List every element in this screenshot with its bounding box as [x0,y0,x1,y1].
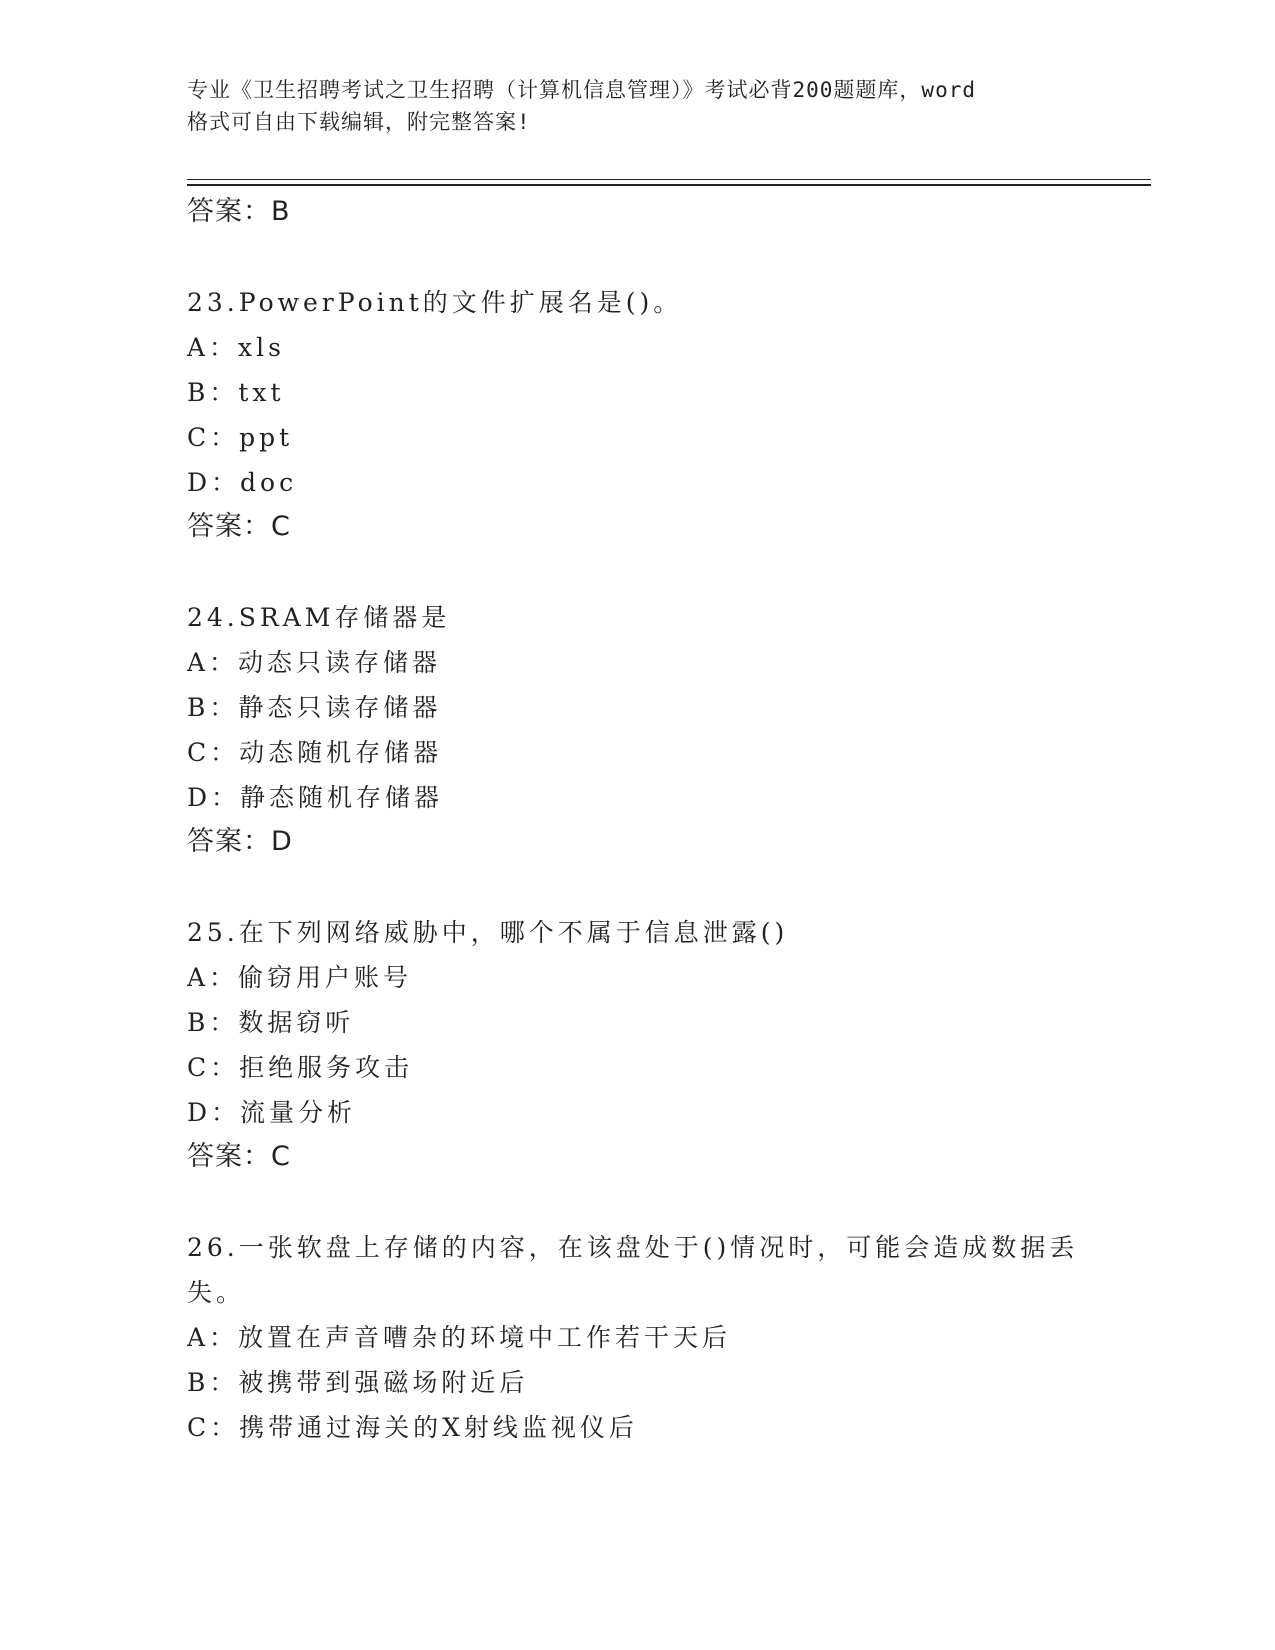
option-a: A：动态只读存储器 [187,648,442,677]
question-stem-26-continued: 失。 [187,1278,246,1307]
header-divider-thin [187,179,1151,180]
option-c: C：ppt [187,423,294,452]
question-list [187,190,1087,1450]
option-b: B：静态只读存储器 [187,693,442,722]
option-a: A：放置在声音嘈杂的环境中工作若干天后 [187,1323,732,1352]
question-stem-25: 25.在下列网络威胁中，哪个不属于信息泄露() [187,918,789,947]
document-header [187,74,1087,138]
answer-line: 答案：C [187,511,291,542]
option-d: D：静态随机存储器 [187,783,444,812]
option-c: C：携带通过海关的X射线监视仪后 [187,1413,638,1442]
header-line-2: 格式可自由下载编辑，附完整答案! [187,110,531,134]
option-a: A：xls [187,333,285,362]
option-d: D：doc [187,468,298,497]
question-stem-24: 24.SRAM存储器是 [187,603,451,632]
header-divider-thick [187,184,1151,186]
question-stem-26: 26.一张软盘上存储的内容，在该盘处于()情况时，可能会造成数据丢 [187,1233,1079,1262]
answer-line: 答案：C [187,1141,291,1172]
option-c: C：动态随机存储器 [187,738,443,767]
option-b: B：被携带到强磁场附近后 [187,1368,529,1397]
option-d: D：流量分析 [187,1098,357,1127]
header-line-1: 专业《卫生招聘考试之卫生招聘（计算机信息管理）》考试必背200题题库，word [187,78,976,102]
question-stem-23: 23.PowerPoint的文件扩展名是()。 [187,288,683,317]
option-a: A：偷窃用户账号 [187,963,413,992]
answer-line: 答案：B [187,196,291,227]
answer-line: 答案：D [187,826,293,857]
option-c: C：拒绝服务攻击 [187,1053,414,1082]
option-b: B：数据窃听 [187,1008,355,1037]
option-b: B：txt [187,378,285,407]
